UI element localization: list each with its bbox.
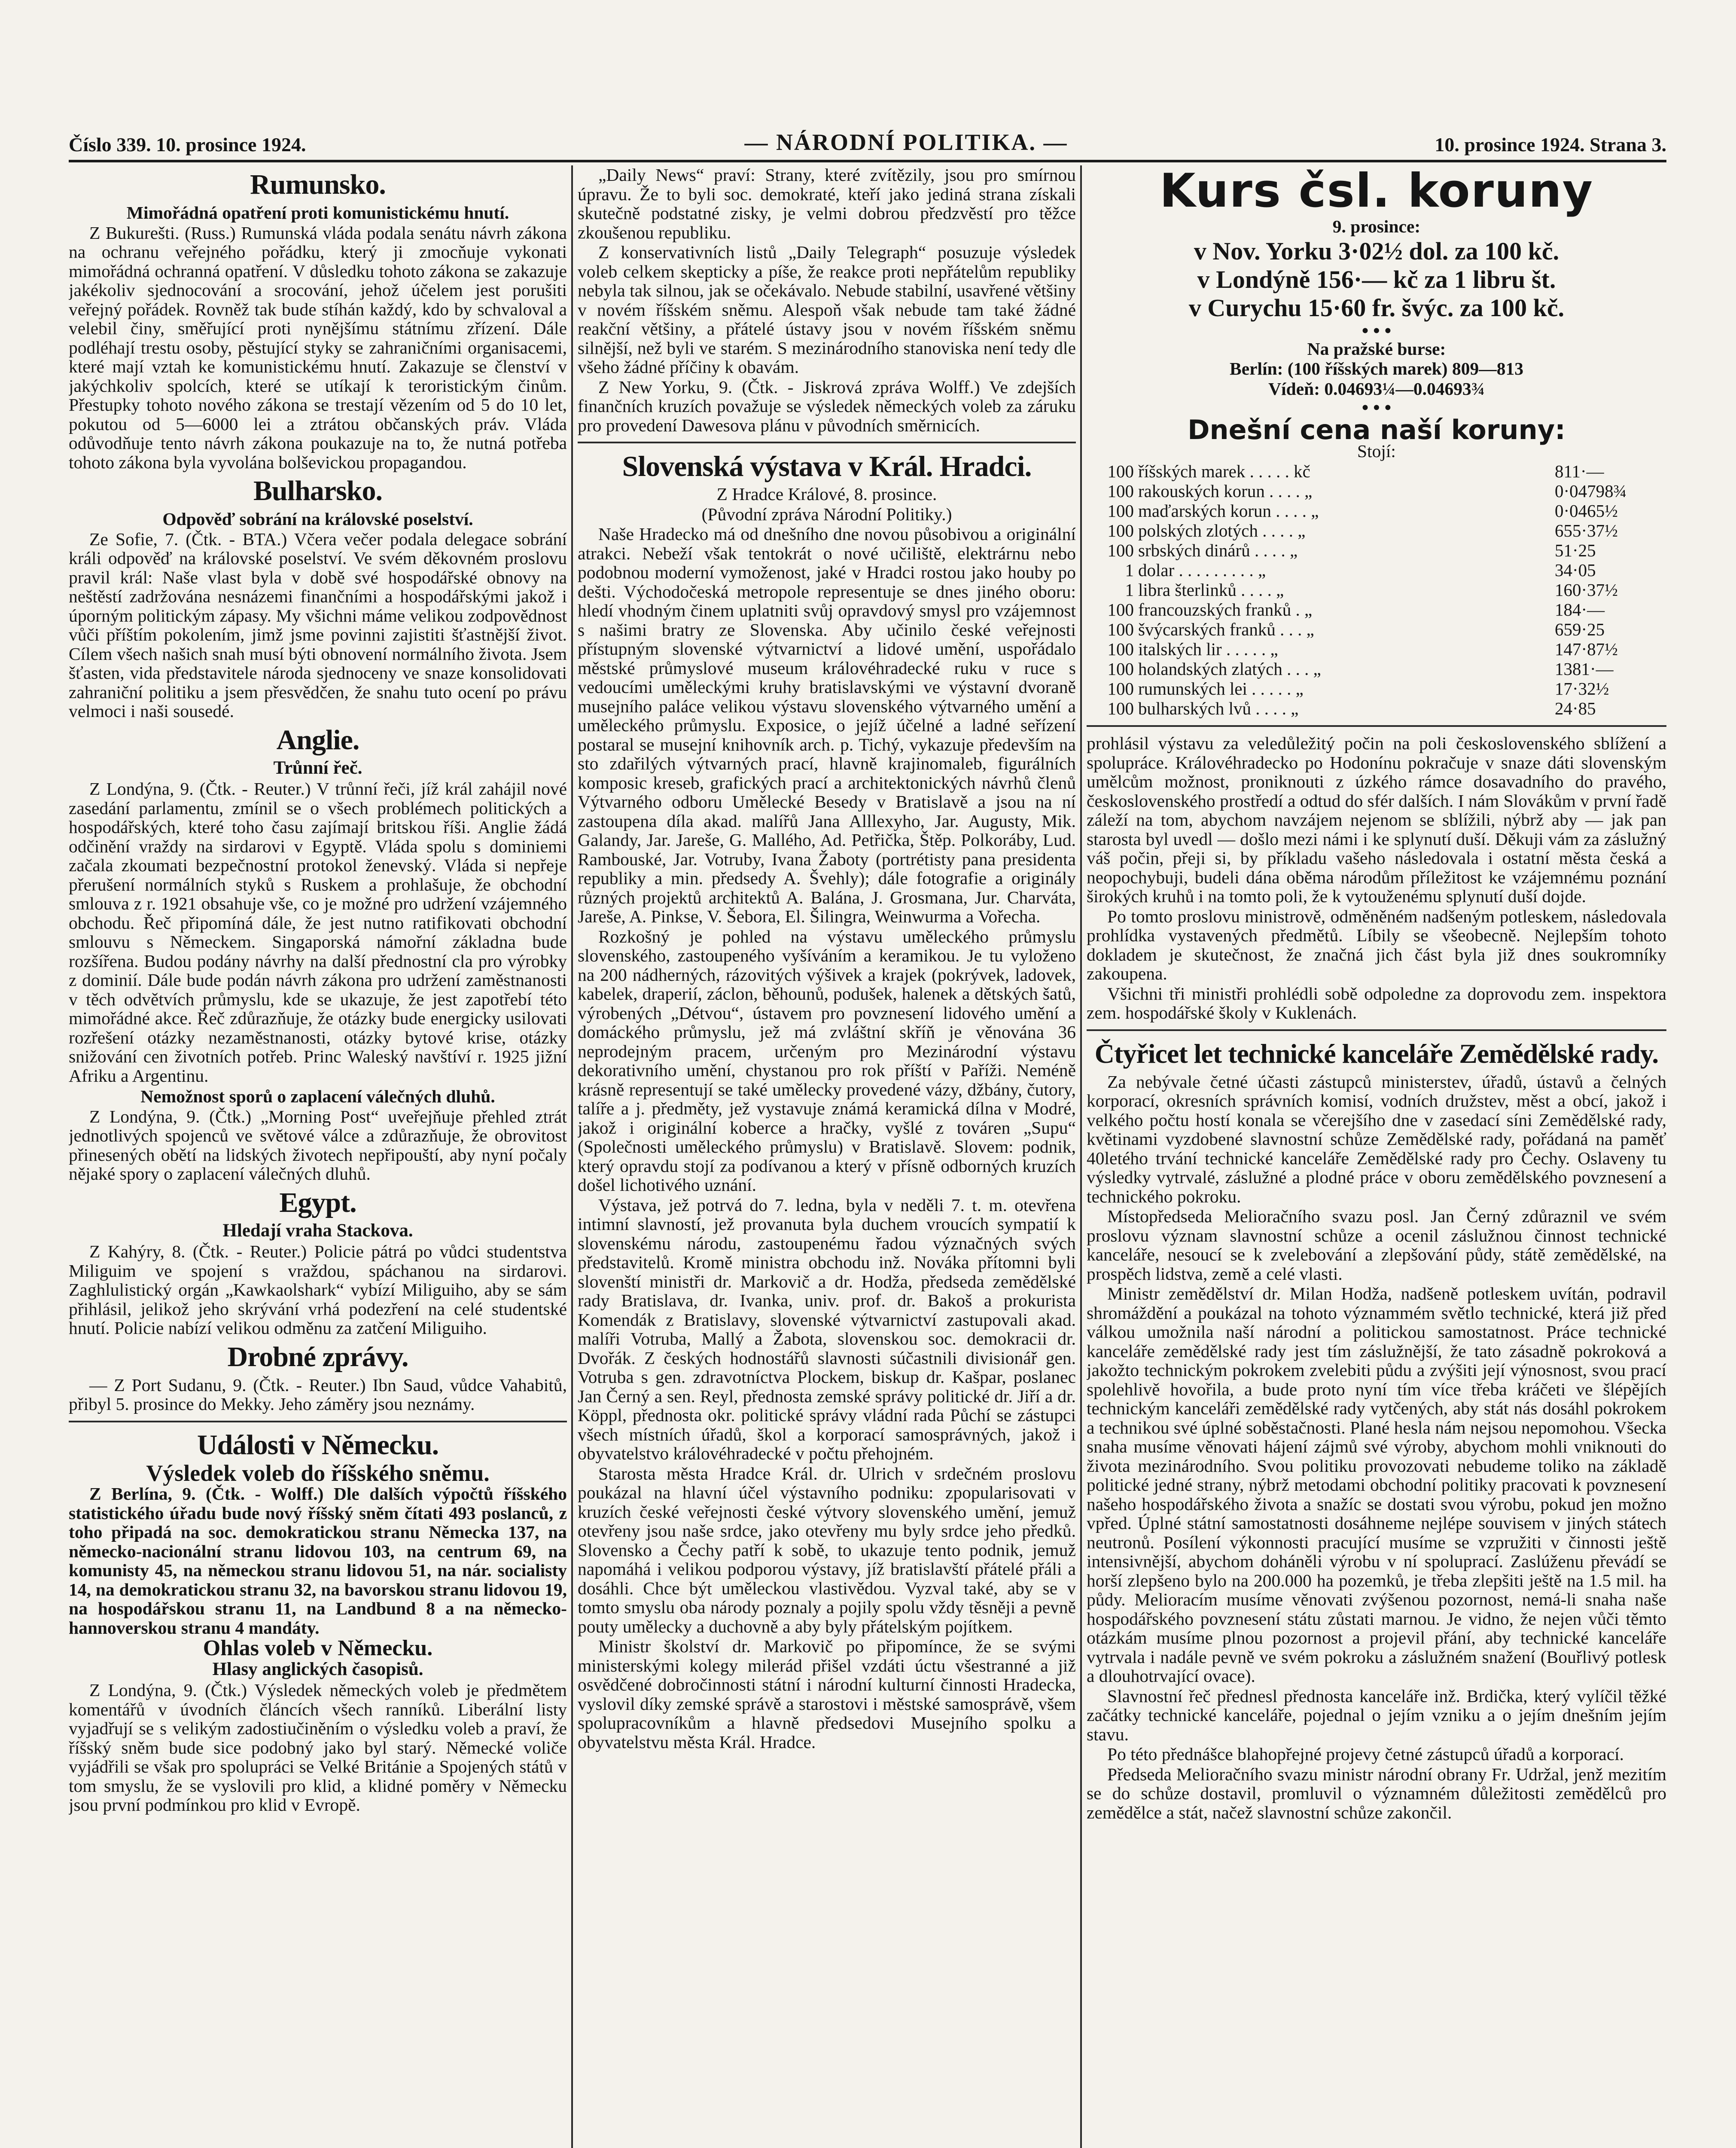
burse-title: Na pražské burse:: [1307, 339, 1446, 359]
rate-cur: polských zlotých . . . . „: [1138, 521, 1306, 540]
rate-qty: 100: [1107, 600, 1134, 619]
dateline-slovenska-vystava: Z Hradce Králové, 8. prosince.: [716, 484, 937, 504]
subheading-anglie: Trůnní řeč.: [273, 757, 362, 778]
article-vystava-continued-p2: Po tomto proslovu ministrově, odměněném nadšeným potleskem, následovala prohlídka vystavených předmětů. Líbily se všeobecně. Nejlepším tohoto dokladem je skutečnost, že značná jich část byla již dnes soukromníky zakoupena.: [1087, 906, 1666, 983]
rate-cur: libra šterlinků . . . . „: [1138, 580, 1284, 600]
article-vystava-continued-p3: Všichni tři ministři prohlédli sobě odpoledne za doprovodu zem. inspektora zem. hospodářské školy v Kuklenách.: [1087, 983, 1666, 1022]
rate-val: 17·32½: [1555, 679, 1609, 699]
exchange-rate-row: [1087, 521, 1666, 540]
article-tech-p5: Po této přednášce blahopřejné projevy četné zástupců úřadů a korporací.: [1107, 1744, 1624, 1764]
subheading-ohlas: Ohlas voleb v Německu.: [203, 1636, 433, 1660]
rate-val: 0·0465½: [1555, 501, 1618, 521]
rate-cur: bulharských lvů . . . . „: [1138, 699, 1299, 718]
exchange-rate-row: [1087, 600, 1666, 619]
rate-qty: 100: [1107, 540, 1134, 560]
rate-qty: 100: [1107, 619, 1134, 639]
article-rumunsko: Z Bukurešti. (Russ.) Rumunská vláda podala senátu návrh zákona na ochranu veřejného pořádku, který ji zmocňuje vykonati mimořádná ochranná opatření. V důsledku tohoto zákona se zakazuje jakékoliv sjednocování a srocování, jehož účelem jest porušiti veřejný pořádek. Rovněž tak bude stíhán každý, kdo by schvaloval a velebil činy, směřující proti nynějšímu státnímu zřízení. Dále podléhají trestu osoby, pěstující styky se zahraničními organisacemi, které mají vztah ke komunistickému hnutí. Zakazuje se členství v jakýchkoliv spolcích, které se utíkají k teroristickým činům. Přestupky tohoto nového zákona se trestají vězením od 5 do 10 let, pokutou od 5—6000 lei a ztrátou občanských práv. Vláda odůvodňuje tento návrh zákona poukazuje na to, že nutná potřeba tohoto zákona byla vyvolána bolševickou propagandou.: [69, 223, 567, 472]
exchange-rate-table: [1087, 461, 1666, 718]
rate-val: 147·87½: [1555, 639, 1618, 659]
rate-val: 1381·—: [1555, 659, 1614, 679]
article-nemecko: Z Berlína, 9. (Čtk. - Wolff.) Dle dalších výpočtů říšského statistického úřadu bude nový říšský sněm čítati 493 poslanců, z toho připadá na soc. demokratickou stranu Německa 137, na německo-nacionální stranu lidovou 103, na centrum 69, na komunisty 45, na německou stranu lidovou 51, na nár. socialisty 14, na demokratickou stranu 32, na bavorskou stranu lidovou 19, na hospodářskou stranu 11, na Landbund 8 a na německo-hannoverskou stranu 4 mandáty.: [69, 1484, 567, 1638]
article-tech-p1: Za nebývale četné účasti zástupců ministerstev, úřadů, ústavů a čelných korporací, okresních správních komisí, vodních družstev, měst a obcí, jakož i velkého počtu hostí konala se včerejšího dne v zasedací síni Zemědělské rady, květinami vyzdobené slavnostní schůze Zemědělské rady, pořádaná na paměť 40letého trvání technické kanceláře Zemědělské rady pro Čechy. Oslaveny tu výsledky vytrvalé, záslužné a plodné práce v oboru zemědělského povznesení a technického pokroku.: [1087, 1071, 1666, 1206]
rate-cur: rakouských korun . . . . „: [1138, 481, 1313, 501]
rate-cur: říšských marek . . . . . kč: [1138, 461, 1310, 481]
article-slovenska-vystava-p4: Starosta města Hradce Král. dr. Ulrich v srdečném proslovu poukázal na hlavní účel výstavního podniku: zpopularisovati v kruzích české veřejnosti české výtvory slovenského umění, jemuž otevřeny jsou naše srdce, jako otevřeny mu byly srdce jeho předků. Slovensko a Čechy patří k sobě, to ukazuje tento podnik, jemuž napomáhá i velikou podporou výstavy, jíž bratislavští přátelé přáli a dosáhli. Chce být uměleckou vlastivědou. Vyzval také, aby se v tomto smyslu oba národy poznaly a pojily spolu vždy těsněji a pevně pouty umělecky a duchovně a aby byly přátelským pojítkem.: [578, 1463, 1076, 1636]
rate-cur: maďarských korun . . . . „: [1138, 501, 1319, 521]
rate-qty: 100: [1107, 481, 1134, 501]
rate-cur: švýcarských franků . . . „: [1138, 619, 1314, 639]
section-title-drobne: Drobné zprávy.: [227, 1341, 408, 1373]
subheading-bulharsko: Odpověď sobrání na královské poselství.: [162, 509, 473, 529]
rate-qty: 100: [1107, 679, 1134, 699]
stoji-label: Stojí:: [1357, 441, 1396, 461]
rate-val: 160·37½: [1555, 580, 1618, 600]
newspaper-name: — NÁRODNÍ POLITIKA. —: [744, 129, 1068, 155]
cena-koruny-title: Dnešní cena naší koruny:: [1188, 414, 1565, 445]
article-bulharsko: Ze Sofie, 7. (Čtk. - BTA.) Včera večer podala delegace sobrání králi odpověď na královské poselství. Ve svém děkovném proslovu pravil král: Naše vlast byla v době své hospodářské obnovy na neštěstí zadržována nesnázemi finančními a hospodářskými jakož i úporným politickým zápasy. My všichni máme velikou zodpovědnost vůči příštím pokolením, jimž jsme povinni zajistiti šťastnější život. Cílem všech našich snah musí býti obnovení normálního života. Jsem šťasten, vida představitele národa sjednoceny ve snaze konsolidovati zahraniční politiku a jsem přesvědčen, že snahu tuto ocení po právu velmoci i naši sousedé.: [69, 529, 567, 721]
article-tech-p6: Předseda Melioračního svazu ministr národní obrany Fr. Udržal, jenž mezitím se do schůze dostavil, promluvil o významném důležitosti zemědělců pro zemědělce a stát, načež slavnostní schůze zakončil.: [1087, 1764, 1666, 1822]
rate-qty: 100: [1107, 699, 1134, 718]
section-rule: [1087, 1029, 1666, 1031]
exchange-rate-row: [1087, 639, 1666, 659]
kurs-new-york: v Nov. Yorku 3·02½ dol. za 100 kč.: [1194, 237, 1559, 265]
section-title-rumunsko: Rumunsko.: [250, 169, 386, 200]
section-rule: [69, 1421, 567, 1422]
rate-qty: 1: [1125, 580, 1134, 600]
rate-val: 655·37½: [1555, 521, 1618, 540]
article-slovenska-vystava-p2: Rozkošný je pohled na výstavu uměleckého průmyslu slovenského, zastoupeného vyšíváním a keramikou. Je tu vyloženo na 200 nádherných, rázovitých výšivek a krajek (pokrývek, ladovek, kabelek, draperií, záclon, běhounů, podušek, halenek a dětských šatů, výrobených „Détvou“, ústavem pro povznesení lidového umění a domáckého průmyslu, jež má zvláštní skříň je věnována 36 neprodejným pracem, určeným pro Mezinárodní výstavu dekorativního umění, chystanou pro rok příští v Paříži. Neméně krásně representují se také umělecky provedené vázy, džbány, čutory, talíře a j. předměty, jež vystavuje známá keramická dílna v Modré, jakož i originální koberce a hračky, vyšlé z továren „Supu“ (Společnosti uměleckého průmyslu) v Bratislavě. Slovem: podnik, který opravdu stojí za podívanou a který v přísně odborných kruzích došel lichotivého uznání.: [578, 926, 1076, 1195]
rate-val: 184·—: [1555, 600, 1605, 619]
exchange-rate-row: [1087, 619, 1666, 639]
rate-val: 0·04798¾: [1555, 481, 1627, 501]
kurs-date: 9. prosince:: [1332, 217, 1421, 236]
article-anglie: Z Londýna, 9. (Čtk. - Reuter.) V trůnní řeči, jíž král zahájil nové zasedání parlamentu, zmínil se o všech problémech politických a hospodářských, které toho času zajímají britskou říši. Anglie žádá odčinění vraždy na sirdarovi v Egyptě. Vláda spolu s dominiemi začala zkoumati bezpečnostní protokol ženevský. Vláda si nepřeje přerušení normálních styků s Ruskem a prohlašuje, že obchodní smlouva z r. 1921 obsahuje vše, co je možné pro udržení vzájemného obchodu. Řeč připomíná dále, že jest nutno ratifikovati obchodní smlouvu s Německem. Singaporská námořní základna bude rozšířena. Budou podány návrhy na další přednostní cla pro výrobky z dominií. Dále bude podán návrh zákona pro udržení zaměstnanosti v těch odvětvích průmyslu, kde se ukazuje, že jest zapotřebí této mimořádné akce. Řeč zdůrazňuje, že otázky bude energicky usilovati rozřešení otázky nezaměstnanosti, otázky bytové krise, otázky snižování cen životních potřeb. Princ Waleský navštíví r. 1925 jižní Afriku a Argentinu.: [69, 779, 567, 1086]
exchange-rate-row: [1087, 501, 1666, 521]
subheading-nemoznost: Nemožnost sporů o zaplacení válečných dluhů.: [140, 1086, 495, 1106]
rate-cur: srbských dinárů . . . . „: [1138, 540, 1298, 560]
masthead-rule: [69, 160, 1666, 163]
section-title-slovenska-vystava: Slovenská výstava v Král. Hradci.: [622, 450, 1032, 482]
source-slovenska-vystava: (Původní zpráva Národní Politiky.): [701, 504, 952, 524]
rate-val: 24·85: [1555, 699, 1596, 718]
column-divider-2: [1080, 165, 1082, 2148]
exchange-rate-row: [1087, 659, 1666, 679]
masthead: [69, 129, 1666, 163]
issue-number-date: Číslo 339. 10. prosince 1924.: [69, 134, 306, 156]
rate-qty: 100: [1107, 659, 1134, 679]
rate-qty: 100: [1107, 461, 1134, 481]
article-slovenska-vystava-p5: Ministr školství dr. Markovič po připomínce, že se svými ministerskými kolegy milerád přišel vzdáti úctu všestranné a již osvědčené dobročinnosti státní i národní kulturní činnosti Hradecka, vyslovil díky zemské správě a starostovi i městské samosprávě, všem spolupracovníkům a hlavně předsedovi Musejního spolku a obyvatelstvu města Král. Hradce.: [578, 1636, 1076, 1752]
rate-qty: 1: [1125, 560, 1134, 580]
burse-berlin: Berlín: (100 říšských marek) 809—813: [1230, 359, 1523, 378]
article-drobne: — Z Port Sudanu, 9. (Čtk. - Reuter.) Ibn Saud, vůdce Vahabitů, přibyl 5. prosince do Mekky. Jeho záměry jsou neznámy.: [69, 1375, 567, 1414]
section-rule: [578, 442, 1076, 443]
article-slovenska-vystava-p3: Výstava, jež potrvá do 7. ledna, byla v neděli 7. t. m. otevřena intimní slavností, jež provanuta byla duchem vroucích sympatií k slovenskému národu, zastoupenému řadou význačných svých představitelů. Kromě ministra obchodu inž. Nováka přítomni byli slovenští ministři dr. Markovič a dr. Hodža, předseda zemědělské rady Bratislava, dr. Ivanka, univ. prof. dr. Bakoš a prokurista Komendák z Bratislavy, slovenské výtvarnictví zastupovali akad. malíři Votruba, Mallý a Žabota, slovenskou soc. demokracii dr. Dvořák. Z českých hodnostářů slavnosti súčastnili divisionář gen. Votruba s gen. zdravotníctva Plockem, biskup dr. Kašpar, poslanec Jan Černý a sen. Reyl, přednosta zemské správy politické dr. Jiří a dr. Köppl, přednosta okr. politické správy vládní rada Půchí se zástupci všech místních úřadů, škol a korporací samosprávných, jakož i obyvatelstvo královéhradecké v počtu přehojném.: [578, 1195, 1076, 1463]
article-daily-news: „Daily News“ praví: Strany, které zvítězily, jsou pro smírnou úpravu. Že to byli soc. demokraté, kteří jako jediná strana získali skutečně podstatné zisky, je velmi dobrou předzvěstí pro těžce zkoušenou republiku.: [578, 165, 1076, 242]
subheading-nemecko: Výsledek voleb do říšského sněmu.: [146, 1460, 490, 1486]
rate-cur: italských lir . . . . . „: [1138, 639, 1278, 659]
subheading-egypt: Hledají vraha Stackova.: [222, 1220, 413, 1241]
kurs-zurich: v Curychu 15·60 fr. švýc. za 100 kč.: [1188, 293, 1565, 322]
rate-val: 34·05: [1555, 560, 1596, 580]
rate-qty: 100: [1107, 501, 1134, 521]
article-tech-p4: Slavnostní řeč přednesl přednosta kanceláře inž. Brdička, který vylíčil těžké začátky technické kanceláře, pojednal o jejím vzniku a o jejím dnešním jejím stavu.: [1087, 1686, 1666, 1744]
article-tech-p2: Místopředseda Melioračního svazu posl. Jan Černý zdůraznil ve svém proslovu význam slavnostní schůze a ocenil záslužnou činnost technické kanceláře, nesoucí se k zvelebování a zlepšování půdy, státě zemědělské, na prospěch lidstva, země a celé vlasti.: [1087, 1206, 1666, 1284]
rate-qty: 100: [1107, 639, 1134, 659]
exchange-rate-row: [1087, 481, 1666, 501]
column-2: [578, 165, 1076, 2148]
rate-cur: rumunských lei . . . . . „: [1138, 679, 1304, 699]
article-vystava-continued-p1: prohlásil výstavu za veledůležitý počin na poli československého sblížení a spolupráce. Královéhradecko po Hodonínu pokračuje v snaze dáti slovenským umělcům možnost, proniknouti z úzkého rámce dosavadního do pravého, československého prostředí a odtud do sfér dalších. I nám Slovákům v první řadě záleží na tom, abychom navzájem nejenom se sblížili, nýbrž aby — jak pan starosta byl uvedl — došlo mezi námi i ke splynutí duší. Děkuji vám za záslužný váš počin, přeji si, by příkladu vašeho následovala i ostatní města česká a neopochybuji, budeli dána oběma národům příležitost ke vzájemnému poznání širokých kruhů i na tomto poli, že k vytouženému splynutí duší dojde.: [1087, 733, 1666, 906]
article-new-york: Z New Yorku, 9. (Čtk. - Jiskrová zpráva Wolff.) Ve zdejších finančních kruzích považuje se výsledek německých voleb za záruku pro provedení Dawesova plánu v původních směrnicích.: [578, 377, 1076, 435]
exchange-rate-row: [1087, 540, 1666, 560]
column-1: [69, 165, 567, 2148]
separator-dots: • • •: [1361, 320, 1392, 341]
subheading-hlasy: Hlasy anglických časopisů.: [212, 1659, 423, 1679]
section-title-technicke-kancelare: Čtyřicet let technické kanceláře Zemědělské rady.: [1094, 1038, 1659, 1069]
kurs-london: v Londýně 156·— kč za 1 libru št.: [1197, 265, 1556, 293]
exchange-rate-row: [1087, 699, 1666, 718]
rate-cur: dolar . . . . . . . . . „: [1138, 560, 1266, 580]
article-tech-p3: Ministr zemědělství dr. Milan Hodža, nadšeně potleskem uvítán, podravil shromáždění a poukázal na tohoto význammém světlo technické, která již před válkou umožnila naší národní a politickou samostatnost. Práce technické kanceláře zemědělské rady jest tím záslužnější, že tato zásadně pokroková a jakožto technickým pokrokem zvelebiti půdu a zvýšiti její výnosnost, svou prací spolehlivě hovořila, a bude proto nyní tím více třeba kráčeti ve šlépějích technickým kanceláři zemědělské rady vytčených, aby stát nás dosáhl pokrokem a technikou své úplné soběstačnosti. Plané hesla nám nejsou nepomohou. Všecka snaha musíme věnovati hájení zájmů své výroby, abychom mohli vniknouti do života mezinárodního. Svou politiku provozovati nebudeme toliko na základě politické jedné strany, nýbrž metodami obchodní politiky pracovati k povznesení našeho hospodářského života a snažíc se dostati svou výrobu, pokud jen možno vpřed. Úplné státní samostatnosti dosáhneme nejlépe souvisem v jiných státech neutronů. Posílení výkonnosti pracující musíme se vzpružiti v činnosti ještě intensivnější, abychom doháněli výrobu v ní spoluprací. Zaslúženu převádí se horší zlepšeno bylo na 200.000 ha pozemků, je třeba zlepšiti ještě na 1.5 mil. ha půdy. Melioracím musíme věnovati zvýšenou pozornost, nemá-li snaha naše hospodářského povznesení státu zůstati marnou. Je vidno, že nejen vůči těmto otázkám musíme plnou pozornost a projevil přání, aby technické kanceláře vytrvala i nadále pevně ve svém pokroku a záslužném snažení (Bouřlivý potlesk a dlouhotrvající ovace).: [1087, 1284, 1666, 1686]
exchange-rate-row: [1087, 679, 1666, 699]
article-nemoznost: Z Londýna, 9. (Čtk.) „Morning Post“ uveřejňuje přehled ztrát jednotlivých spojenců ve světové válce a zdůrazňuje, že obrovitost přinesených obětí na lidských životech nepřipouští, aby nyní počaly nějaké spory o zaplacení válečných dluhů.: [69, 1106, 567, 1184]
exchange-rate-row: [1087, 580, 1666, 600]
subheading-rumunsko: Mimořádná opatření proti komunistickému hnutí.: [126, 203, 509, 223]
rate-val: 659·25: [1555, 619, 1605, 639]
rate-qty: 100: [1107, 521, 1134, 540]
kurs-title: Kurs čsl. koruny: [1159, 165, 1594, 218]
column-divider-1: [571, 165, 573, 2148]
column-3: [1087, 165, 1666, 2148]
section-title-egypt: Egypt.: [279, 1187, 356, 1218]
burse-viden: Vídeň: 0.04693¼—0.04693¾: [1268, 378, 1485, 399]
article-egypt: Z Kahýry, 8. (Čtk. - Reuter.) Policie pátrá po vůdci studentstva Miliguim ve spojení s vraždou, spáchanou na sirdarovi. Zaghlulistický orgán „Kawkaolshark“ vybízí Miliguiho, aby se sám přihlásil, jelikož jeho skrývání vrhá podezření na celé studentské hnutí. Policie nabízí velikou odměnu za zatčení Miliguiho.: [69, 1242, 567, 1338]
rate-cur: francouzských franků . „: [1138, 600, 1313, 619]
rate-val: 51·25: [1555, 540, 1596, 560]
article-ohlas: Z Londýna, 9. (Čtk.) Výsledek německých voleb je předmětem komentářů v úvodních článcích všech ranníků. Liberální listy vyjadřují se s velikým zadostiučiněním o výsledku voleb a praví, že říšský sněm bude sice podobný jako byl starý. Německé voliče vyjádřili se však pro spolupráci se Velké Británie a Spojených států v tom smyslu, že se vyslovili pro klid, a klidné poměry v Německu jsou první podmínkou pro klid v Evropě.: [69, 1680, 567, 1815]
article-slovenska-vystava-p1: Naše Hradecko má od dnešního dne novou působivou a originální atrakci. Nebeží však tentokrát o nové učiliště, elektrárnu nebo podobnou moderní vymoženost, jaké v Hradci rostou jako houby po dešti. Východočeská metropole representuje se dnes jiného oboru: hledí vhodným činem uplatniti svůj opravdový smysl pro vzájemnost s našimi bratry ze Slovenska. Aby učinilo české veřejnosti přístupným slovenské výtvarnictví a lidové umění, uspořádalo městské průmyslové museum královéhradecké ruku v ruce s vedoucími uměleckými kruhy bratislavskými ve výstavní dvoraně musejního paláce velikou výstavu slovenského výtvarného umění a uměleckého průmyslu. Exposice, o jejíž účelné a ladné seřízení postaral se musejní knihovník arch. p. Tichý, vykazuje především na sto zdařilých výtvarných prací, hlavně krajinomaleb, figurálních komposic kreseb, grafických prací a architektonických návrhů členů Výtvarného odboru Umělecké Besedy v Bratislavě a jsou na ní zastoupena díla akad. malířů Jana Alllexyho, Jar. Augusty, Mik. Galandy, Jar. Jareše, G. Mallého, Ad. Petřička, Štěp. Polkoráby, Lud. Rambouské, Jar. Votruby, Ivana Žaboty (portrétisty pana presidenta republiky a min. předsedy A. Švehly); dále fotografie a originály různých projektů architektů A. Balána, J. Grosmana, Jur. Charváta, Jareše, A. Pinkse, V. Šebora, El. Šilingra, Weinwurma a Vořecha.: [578, 524, 1076, 926]
rate-val: 811·—: [1555, 461, 1604, 481]
separator-dots: • • •: [1361, 397, 1392, 418]
section-title-anglie: Anglie.: [276, 724, 359, 756]
article-daily-telegraph: Z konservativních listů „Daily Telegraph“ posuzuje výsledek voleb celkem skepticky a píše, že reakce proti nepřátelům republiky nebyla tak silnou, jak se očekávalo. Nebude stabilní, usavřené většiny v novém říšském sněmu. Alespoň však nebude tam také žádné reakční většiny, a přátelé ústavy jsou v novém říšském sněmu silnější, než byli ve starém. S mezinárodního stanoviska není tedy dle všeho žádné příčiny k obavám.: [578, 242, 1076, 377]
exchange-rate-row: [1087, 560, 1666, 580]
section-title-nemecko: Události v Německu.: [197, 1429, 439, 1461]
section-rule: [1087, 725, 1666, 727]
rate-cur: holandských zlatých . . . „: [1138, 659, 1321, 679]
exchange-rate-row: [1087, 461, 1666, 481]
section-title-bulharsko: Bulharsko.: [253, 475, 382, 506]
page-date-number: 10. prosince 1924. Strana 3.: [1434, 134, 1666, 156]
